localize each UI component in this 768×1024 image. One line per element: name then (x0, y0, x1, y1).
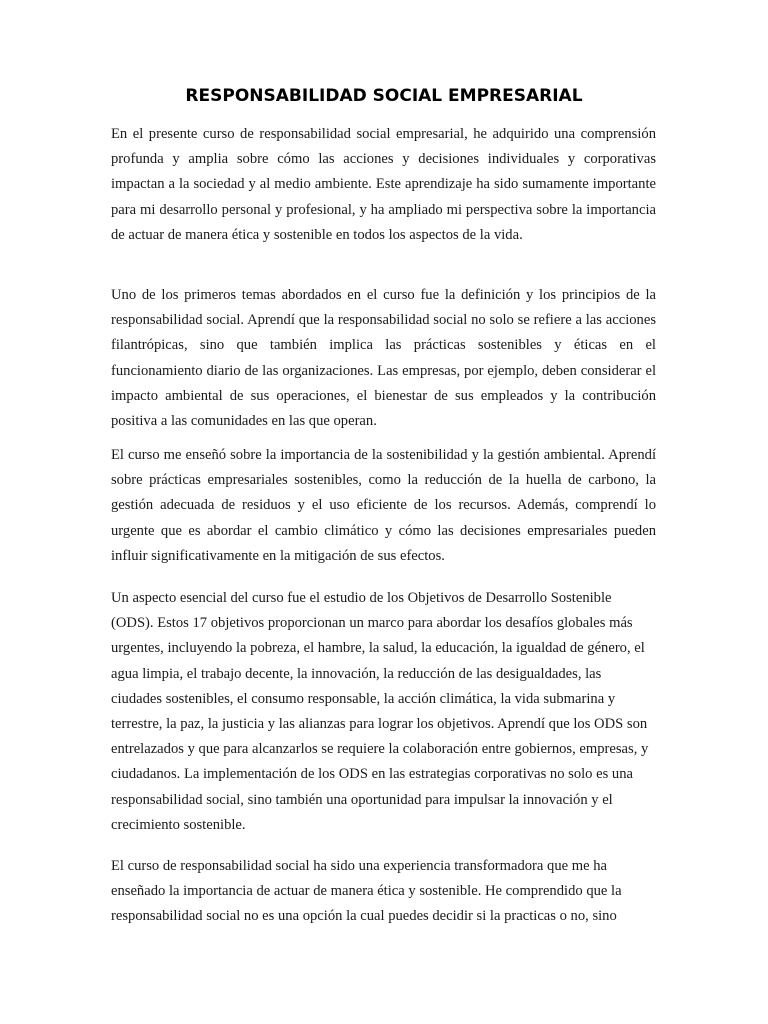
paragraph-sustainability: El curso me enseñó sobre la importancia de la sostenibilidad y la gestión ambiental. Aprendí sobre prácticas empresariales sostenibles, como la reducción de la huella de carbono, la gestión adecuada de residuos y el uso eficiente de los recursos. Además, comprendí lo urgente que es abordar el cambio climático y cómo las decisiones empresariales pueden influir significativamente en la mitigación de sus efectos. (111, 447, 656, 564)
paragraph-definition: Uno de los primeros temas abordados en el curso fue la definición y los principios de la responsabilidad social. Aprendí que la responsabilidad social no solo se refiere a las acciones filantrópicas, sino que también implica las prácticas sostenibles y éticas en el funcionamiento diario de las organizaciones. Las empresas, por ejemplo, deben considerar el impacto ambiental de sus operaciones, el bienestar de sus empleados y la contribución positiva a las comunidades en las que operan. (111, 287, 656, 430)
document-title: RESPONSABILIDAD SOCIAL EMPRESARIAL (185, 86, 583, 106)
paragraph-intro: En el presente curso de responsabilidad social empresarial, he adquirido una comprensión profunda y amplia sobre cómo las acciones y decisiones individuales y corporativas impactan a la sociedad y al medio ambiente. Este aprendizaje ha sido sumamente importante para mi desarrollo personal y profesional, y ha ampliado mi perspectiva sobre la importancia de actuar de manera ética y sostenible en todos los aspectos de la vida. (111, 126, 656, 243)
paragraph-conclusion: El curso de responsabilidad social ha sido una experiencia transformadora que me ha enseñado la importancia de actuar de manera ética y sostenible. He comprendido que la responsabilidad social no es una opción la cual puedes decidir si la practicas o no, sino (111, 858, 622, 925)
paragraph-ods: Un aspecto esencial del curso fue el estudio de los Objetivos de Desarrollo Sostenible (ODS). Estos 17 objetivos proporcionan un marco para abordar los desafíos globales más urgentes, incluyendo la pobreza, el hambre, la salud, la educación, la igualdad de género, el agua limpia, el trabajo decente, la innovación, la reducción de las desigualdades, las ciudades sostenibles, el consumo responsable, la acción climática, la vida submarina y terrestre, la paz, la justicia y las alianzas para lograr los objetivos. Aprendí que los ODS son entrelazados y que para alcanzarlos se requiere la colaboración entre gobiernos, empresas, y ciudadanos. La implementación de los ODS en las estrategias corporativas no solo es una responsabilidad social, sino también una oportunidad para impulsar la innovación y el crecimiento sostenible. (111, 590, 649, 833)
